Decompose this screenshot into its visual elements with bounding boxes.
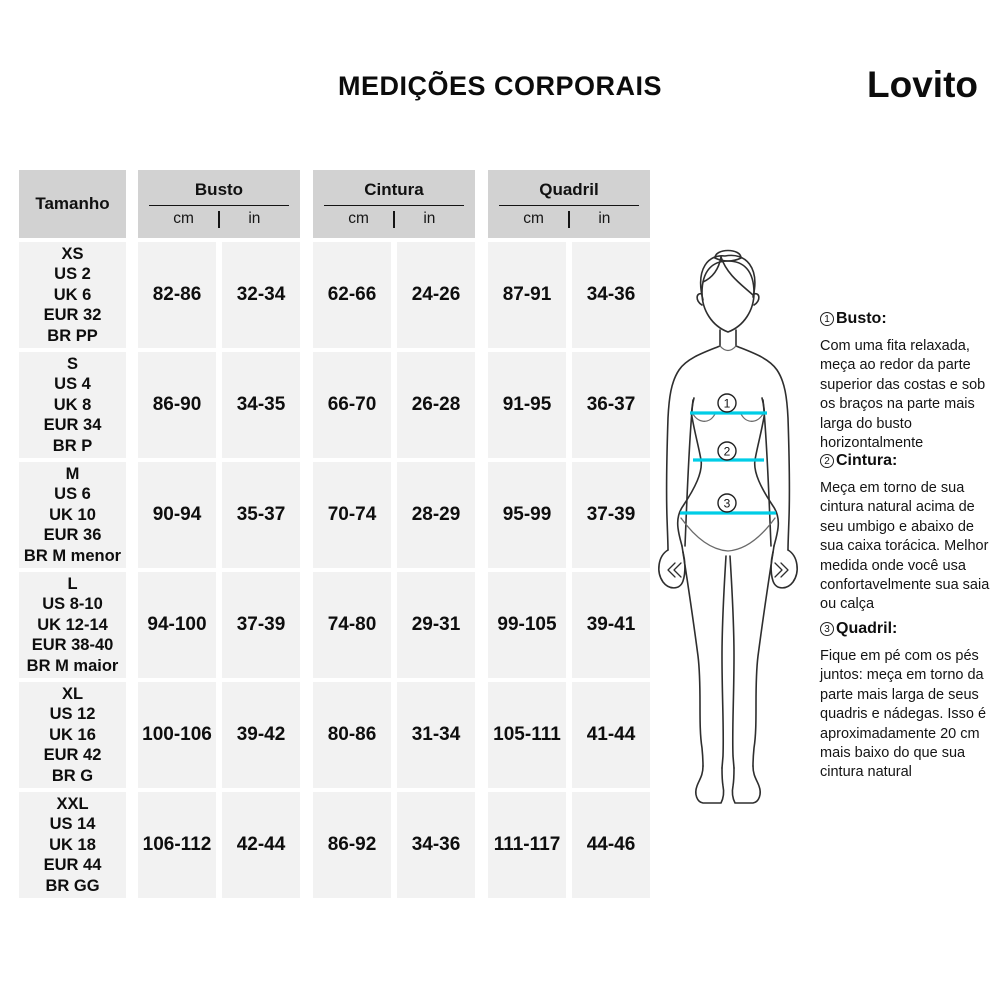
measurement-cell: 24-26 <box>397 242 475 348</box>
measurement-cell: 32-34 <box>222 242 300 348</box>
measurement-cell: 35-37 <box>222 462 300 568</box>
measurement-cell: 34-36 <box>397 792 475 898</box>
size-cell-xs <box>19 242 126 348</box>
circled-number-2: 2 <box>820 454 834 468</box>
column-header-size: Tamanho <box>19 170 126 238</box>
group-units <box>324 206 464 228</box>
size-line: UK 12-14 <box>37 615 108 634</box>
circled-number-1: 1 <box>820 312 834 326</box>
instruction-title <box>820 620 996 638</box>
size-line: US 6 <box>54 485 91 504</box>
group-title: Quadril <box>499 180 639 206</box>
measurement-cell: 70-74 <box>313 462 391 568</box>
instruction-label: Cintura: <box>836 452 898 469</box>
size-line: EUR 34 <box>43 416 102 435</box>
measurement-cell: 34-35 <box>222 352 300 458</box>
measurement-cell: 39-42 <box>222 682 300 788</box>
measurement-cell: 34-36 <box>572 242 650 348</box>
measurement-cell: 29-31 <box>397 572 475 678</box>
size-line: UK 16 <box>49 725 96 744</box>
measurement-cell: 90-94 <box>138 462 216 568</box>
size-line: UK 18 <box>49 835 96 854</box>
size-line: UK 8 <box>53 395 92 414</box>
measurement-cell: 74-80 <box>313 572 391 678</box>
size-line: BR M menor <box>23 546 122 565</box>
size-line: BR M maior <box>26 656 119 675</box>
measurement-cell: 86-90 <box>138 352 216 458</box>
instruction-bust <box>820 310 996 453</box>
marker-number-2: 2 <box>723 444 731 459</box>
size-line: EUR 42 <box>43 746 102 765</box>
instruction-hip <box>820 620 996 783</box>
size-line: BR PP <box>47 326 98 345</box>
size-line: US 14 <box>49 815 96 834</box>
measurement-cell: 80-86 <box>313 682 391 788</box>
measurement-cell: 28-29 <box>397 462 475 568</box>
measurement-cell: 41-44 <box>572 682 650 788</box>
column-group-waist <box>313 170 475 238</box>
size-line: BR G <box>51 766 94 785</box>
measurement-cell: 37-39 <box>222 572 300 678</box>
measurement-cell: 86-92 <box>313 792 391 898</box>
unit-in-label: in <box>423 210 436 227</box>
size-line: S <box>66 354 78 373</box>
measurement-cell: 106-112 <box>138 792 216 898</box>
instruction-label: Busto: <box>836 310 887 327</box>
size-line: BR GG <box>45 876 100 895</box>
size-line: EUR 32 <box>43 306 102 325</box>
body-outline <box>659 251 797 804</box>
size-line: US 12 <box>49 705 96 724</box>
size-cell-l <box>19 572 126 678</box>
measurement-cell: 62-66 <box>313 242 391 348</box>
page-title: MEDIÇÕES CORPORAIS <box>337 71 663 101</box>
measurement-cell: 31-34 <box>397 682 475 788</box>
measurement-cell: 105-111 <box>488 682 566 788</box>
size-line: UK 10 <box>49 505 96 524</box>
body-measurement-figure <box>645 248 815 818</box>
measurement-cell: 95-99 <box>488 462 566 568</box>
unit-cm-label: cm <box>173 210 194 227</box>
size-line: US 4 <box>54 375 91 394</box>
size-cell-s <box>19 352 126 458</box>
measurement-cell: 44-46 <box>572 792 650 898</box>
instruction-text: Fique em pé com os pés juntos: meça em torno da parte mais larga de seus quadris e nádegas. Isso é aproximadamente 20 cm mais baixo do que sua cintura natural <box>820 648 987 781</box>
measurement-cell: 42-44 <box>222 792 300 898</box>
measurement-cell: 91-95 <box>488 352 566 458</box>
group-title: Busto <box>149 180 289 206</box>
unit-in-label: in <box>248 210 261 227</box>
measurement-cell: 94-100 <box>138 572 216 678</box>
size-line: US 8-10 <box>42 595 103 614</box>
measurement-cell: 99-105 <box>488 572 566 678</box>
measurement-cell: 66-70 <box>313 352 391 458</box>
measurement-cell: 26-28 <box>397 352 475 458</box>
instruction-waist <box>820 452 996 615</box>
group-title: Cintura <box>324 180 464 206</box>
body-figure-illustration <box>645 248 815 818</box>
measurement-cell: 100-106 <box>138 682 216 788</box>
measurement-cell: 111-117 <box>488 792 566 898</box>
size-line: XS <box>61 244 84 263</box>
instruction-label: Quadril: <box>836 620 898 637</box>
instruction-text: Com uma fita relaxada, meça ao redor da parte superior das costas e sob os braços na parte mais larga do busto horizontalmente <box>820 338 986 452</box>
size-line: EUR 38-40 <box>31 636 114 655</box>
group-units <box>149 206 289 228</box>
size-cell-m <box>19 462 126 568</box>
measurement-cell: 82-86 <box>138 242 216 348</box>
brand-logo: Lovito <box>867 64 978 105</box>
size-line: M <box>65 464 80 483</box>
size-chart-table <box>19 170 650 898</box>
column-group-hip <box>488 170 650 238</box>
size-line: L <box>67 574 78 593</box>
measurement-cell: 37-39 <box>572 462 650 568</box>
size-line: XL <box>61 684 84 703</box>
measurement-cell: 39-41 <box>572 572 650 678</box>
column-group-bust <box>138 170 300 238</box>
measurement-cell: 87-91 <box>488 242 566 348</box>
size-line: UK 6 <box>53 285 92 304</box>
marker-number-3: 3 <box>723 496 731 511</box>
size-line: BR P <box>52 436 93 455</box>
size-line: EUR 44 <box>43 856 102 875</box>
group-units <box>499 206 639 228</box>
instruction-text: Meça em torno de sua cintura natural acima de seu umbigo e abaixo de sua caixa torácica. Melhor medida onde você usa confortavelmente sua saia ou calça <box>820 480 990 613</box>
size-line: EUR 36 <box>43 526 102 545</box>
size-line: XXL <box>56 794 89 813</box>
unit-cm-label: cm <box>523 210 544 227</box>
circled-number-3: 3 <box>820 622 834 636</box>
marker-number-1: 1 <box>723 396 731 411</box>
instruction-title <box>820 310 996 328</box>
unit-cm-label: cm <box>348 210 369 227</box>
size-cell-xl <box>19 682 126 788</box>
unit-in-label: in <box>598 210 611 227</box>
size-cell-xxl <box>19 792 126 898</box>
measurement-cell: 36-37 <box>572 352 650 458</box>
size-line: US 2 <box>54 265 91 284</box>
instruction-title <box>820 452 996 470</box>
